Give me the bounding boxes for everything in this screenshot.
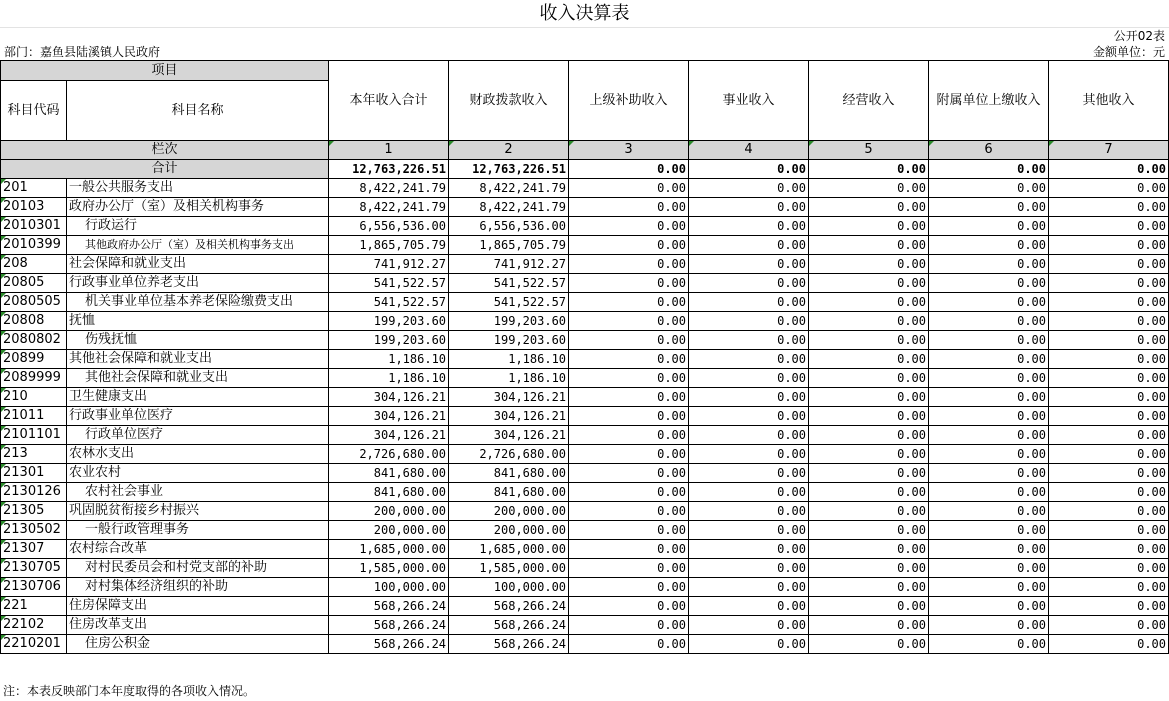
amount-cell: 0.00: [689, 293, 809, 312]
amount-cell: 0.00: [569, 331, 689, 350]
amount-cell: 304,126.21: [449, 426, 569, 445]
amount-cell: 0.00: [809, 597, 929, 616]
subject-name: 住房公积金: [67, 635, 329, 654]
amount-cell: 0.00: [929, 616, 1049, 635]
col-number: 6: [929, 141, 1049, 160]
header-col-other: 其他收入: [1049, 61, 1169, 141]
amount-cell: 0.00: [689, 407, 809, 426]
amount-cell: 0.00: [569, 597, 689, 616]
amount-cell: 0.00: [1049, 331, 1169, 350]
subject-name: 其他政府办公厅（室）及相关机构事务支出: [67, 236, 329, 255]
table-row: [1, 635, 1169, 654]
subject-name: 对村集体经济组织的补助: [67, 578, 329, 597]
amount-cell: 0.00: [689, 198, 809, 217]
amount-cell: 100,000.00: [449, 578, 569, 597]
amount-cell: 0.00: [1049, 426, 1169, 445]
subject-name: 住房改革支出: [67, 616, 329, 635]
total-value: 0.00: [689, 160, 809, 179]
subject-code: 2130705: [1, 559, 67, 578]
subject-name: 农村社会事业: [67, 483, 329, 502]
amount-cell: 0.00: [569, 521, 689, 540]
subject-code: 20899: [1, 350, 67, 369]
table-row: [1, 616, 1169, 635]
amount-cell: 568,266.24: [329, 597, 449, 616]
amount-cell: 541,522.57: [449, 274, 569, 293]
total-value: 0.00: [809, 160, 929, 179]
amount-cell: 0.00: [809, 635, 929, 654]
amount-cell: 0.00: [1049, 578, 1169, 597]
amount-cell: 1,685,000.00: [449, 540, 569, 559]
table-row: [1, 578, 1169, 597]
total-label: 合计: [1, 160, 329, 179]
amount-cell: 0.00: [569, 388, 689, 407]
amount-cell: 304,126.21: [329, 388, 449, 407]
col-number: 4: [689, 141, 809, 160]
total-row: [1, 160, 1169, 179]
subject-code: 20103: [1, 198, 67, 217]
amount-cell: 0.00: [809, 388, 929, 407]
amount-cell: 0.00: [1049, 369, 1169, 388]
amount-cell: 304,126.21: [449, 407, 569, 426]
amount-cell: 0.00: [929, 331, 1049, 350]
subject-name: 抚恤: [67, 312, 329, 331]
table-row: [1, 236, 1169, 255]
amount-cell: 841,680.00: [449, 464, 569, 483]
amount-cell: 541,522.57: [329, 274, 449, 293]
subject-code: 210: [1, 388, 67, 407]
subject-code: 213: [1, 445, 67, 464]
amount-cell: 0.00: [1049, 464, 1169, 483]
amount-cell: 0.00: [929, 483, 1049, 502]
amount-cell: 0.00: [569, 198, 689, 217]
amount-cell: 0.00: [929, 388, 1049, 407]
total-value: 12,763,226.51: [449, 160, 569, 179]
table-row: [1, 350, 1169, 369]
col-number: 3: [569, 141, 689, 160]
title-divider: [0, 27, 1169, 28]
amount-cell: 0.00: [689, 255, 809, 274]
amount-cell: 1,585,000.00: [449, 559, 569, 578]
amount-cell: 541,522.57: [329, 293, 449, 312]
amount-cell: 0.00: [689, 445, 809, 464]
amount-cell: 0.00: [569, 578, 689, 597]
row-index-label: 栏次: [1, 141, 329, 160]
amount-cell: 1,186.10: [449, 350, 569, 369]
subject-name: 其他社会保障和就业支出: [67, 350, 329, 369]
amount-cell: 0.00: [1049, 559, 1169, 578]
amount-cell: 568,266.24: [449, 635, 569, 654]
amount-cell: 8,422,241.79: [449, 198, 569, 217]
department-label: 部门：嘉鱼县陆溪镇人民政府: [4, 45, 161, 59]
amount-cell: 0.00: [689, 540, 809, 559]
amount-cell: 0.00: [929, 426, 1049, 445]
amount-cell: 0.00: [929, 635, 1049, 654]
amount-cell: 200,000.00: [329, 521, 449, 540]
subject-code: 2080802: [1, 331, 67, 350]
amount-cell: 0.00: [929, 464, 1049, 483]
amount-cell: 0.00: [809, 502, 929, 521]
subject-code: 2089999: [1, 369, 67, 388]
subject-code: 2080505: [1, 293, 67, 312]
amount-cell: 0.00: [809, 616, 929, 635]
amount-cell: 1,186.10: [449, 369, 569, 388]
amount-cell: 2,726,680.00: [329, 445, 449, 464]
subject-name: 政府办公厅（室）及相关机构事务: [67, 198, 329, 217]
amount-cell: 0.00: [689, 179, 809, 198]
header-col-operating: 经营收入: [809, 61, 929, 141]
amount-cell: 0.00: [1049, 597, 1169, 616]
subject-code: 2101101: [1, 426, 67, 445]
form-number: 公开02表: [1113, 29, 1165, 43]
subject-name: 一般公共服务支出: [67, 179, 329, 198]
amount-cell: 0.00: [929, 274, 1049, 293]
amount-cell: 0.00: [809, 312, 929, 331]
amount-cell: 0.00: [1049, 388, 1169, 407]
amount-cell: 0.00: [809, 236, 929, 255]
col-number: 2: [449, 141, 569, 160]
amount-cell: 0.00: [809, 464, 929, 483]
income-table: [0, 60, 1169, 654]
amount-cell: 841,680.00: [329, 464, 449, 483]
amount-cell: 0.00: [929, 369, 1049, 388]
table-row: [1, 464, 1169, 483]
amount-cell: 199,203.60: [329, 331, 449, 350]
amount-cell: 1,186.10: [329, 369, 449, 388]
table-row: [1, 331, 1169, 350]
amount-cell: 0.00: [689, 635, 809, 654]
subject-name: 卫生健康支出: [67, 388, 329, 407]
col-number: 5: [809, 141, 929, 160]
amount-cell: 1,186.10: [329, 350, 449, 369]
amount-cell: 0.00: [1049, 236, 1169, 255]
amount-cell: 541,522.57: [449, 293, 569, 312]
amount-cell: 2,726,680.00: [449, 445, 569, 464]
subject-name: 住房保障支出: [67, 597, 329, 616]
amount-cell: 0.00: [929, 198, 1049, 217]
col-number: 7: [1049, 141, 1169, 160]
amount-cell: 1,685,000.00: [329, 540, 449, 559]
subject-name: 巩固脱贫衔接乡村振兴: [67, 502, 329, 521]
table-row: [1, 198, 1169, 217]
subject-code: 201: [1, 179, 67, 198]
table-row: [1, 540, 1169, 559]
amount-cell: 0.00: [809, 483, 929, 502]
amount-cell: 741,912.27: [449, 255, 569, 274]
amount-cell: 1,865,705.79: [329, 236, 449, 255]
amount-cell: 841,680.00: [449, 483, 569, 502]
table-row: [1, 293, 1169, 312]
amount-cell: 0.00: [929, 445, 1049, 464]
footnote: 注：本表反映部门本年度取得的各项收入情况。: [3, 684, 256, 698]
amount-cell: 0.00: [569, 559, 689, 578]
amount-cell: 0.00: [689, 217, 809, 236]
table-row: [1, 312, 1169, 331]
table-row: [1, 179, 1169, 198]
amount-cell: 0.00: [809, 540, 929, 559]
amount-cell: 0.00: [569, 217, 689, 236]
amount-cell: 304,126.21: [329, 426, 449, 445]
header-code: 科目代码: [1, 81, 67, 141]
amount-cell: 0.00: [809, 217, 929, 236]
amount-cell: 0.00: [809, 407, 929, 426]
amount-cell: 0.00: [809, 255, 929, 274]
amount-cell: 0.00: [689, 388, 809, 407]
table-row: [1, 217, 1169, 236]
amount-cell: 0.00: [1049, 255, 1169, 274]
amount-cell: 0.00: [809, 578, 929, 597]
amount-cell: 568,266.24: [449, 616, 569, 635]
amount-cell: 0.00: [929, 597, 1049, 616]
amount-cell: 0.00: [1049, 635, 1169, 654]
amount-cell: 0.00: [569, 464, 689, 483]
total-value: 0.00: [1049, 160, 1169, 179]
total-value: 0.00: [929, 160, 1049, 179]
table-row: [1, 597, 1169, 616]
amount-cell: 0.00: [689, 350, 809, 369]
amount-cell: 0.00: [1049, 445, 1169, 464]
amount-cell: 0.00: [569, 616, 689, 635]
amount-cell: 0.00: [929, 236, 1049, 255]
amount-cell: 0.00: [809, 331, 929, 350]
amount-cell: 0.00: [689, 331, 809, 350]
amount-cell: 0.00: [689, 559, 809, 578]
total-value: 12,763,226.51: [329, 160, 449, 179]
subject-code: 221: [1, 597, 67, 616]
table-row: [1, 274, 1169, 293]
subject-code: 208: [1, 255, 67, 274]
amount-cell: 0.00: [1049, 540, 1169, 559]
amount-cell: 0.00: [809, 274, 929, 293]
subject-name: 社会保障和就业支出: [67, 255, 329, 274]
subject-name: 其他社会保障和就业支出: [67, 369, 329, 388]
amount-cell: 0.00: [1049, 293, 1169, 312]
amount-cell: 200,000.00: [329, 502, 449, 521]
amount-cell: 0.00: [689, 578, 809, 597]
amount-cell: 741,912.27: [329, 255, 449, 274]
col-number: 1: [329, 141, 449, 160]
total-value: 0.00: [569, 160, 689, 179]
subject-name: 行政事业单位医疗: [67, 407, 329, 426]
subject-code: 2010399: [1, 236, 67, 255]
amount-cell: 0.00: [929, 521, 1049, 540]
table-row: [1, 502, 1169, 521]
amount-cell: 568,266.24: [329, 635, 449, 654]
subject-name: 伤残抚恤: [67, 331, 329, 350]
amount-cell: 0.00: [689, 597, 809, 616]
amount-cell: 199,203.60: [329, 312, 449, 331]
subject-code: 2130502: [1, 521, 67, 540]
subject-name: 行政事业单位养老支出: [67, 274, 329, 293]
amount-cell: 1,865,705.79: [449, 236, 569, 255]
subject-code: 2010301: [1, 217, 67, 236]
amount-cell: 0.00: [929, 578, 1049, 597]
amount-cell: 0.00: [929, 540, 1049, 559]
amount-cell: 0.00: [809, 198, 929, 217]
currency-unit-label: 金额单位：元: [1092, 45, 1165, 59]
amount-cell: 841,680.00: [329, 483, 449, 502]
subject-name: 农业农村: [67, 464, 329, 483]
amount-cell: 0.00: [689, 521, 809, 540]
amount-cell: 0.00: [809, 559, 929, 578]
amount-cell: 0.00: [1049, 198, 1169, 217]
amount-cell: 0.00: [929, 502, 1049, 521]
subject-code: 2130126: [1, 483, 67, 502]
table-row: [1, 369, 1169, 388]
subject-code: 21307: [1, 540, 67, 559]
subject-code: 21305: [1, 502, 67, 521]
header-item: 项目: [1, 61, 329, 81]
amount-cell: 0.00: [1049, 179, 1169, 198]
amount-cell: 200,000.00: [449, 521, 569, 540]
amount-cell: 0.00: [689, 502, 809, 521]
amount-cell: 0.00: [569, 350, 689, 369]
amount-cell: 0.00: [689, 312, 809, 331]
amount-cell: 0.00: [1049, 616, 1169, 635]
subject-name: 行政运行: [67, 217, 329, 236]
amount-cell: 0.00: [1049, 483, 1169, 502]
amount-cell: 0.00: [569, 502, 689, 521]
subject-code: 20808: [1, 312, 67, 331]
amount-cell: 568,266.24: [329, 616, 449, 635]
amount-cell: 199,203.60: [449, 312, 569, 331]
amount-cell: 8,422,241.79: [329, 198, 449, 217]
amount-cell: 0.00: [1049, 502, 1169, 521]
amount-cell: 304,126.21: [329, 407, 449, 426]
amount-cell: 0.00: [569, 540, 689, 559]
subject-code: 21301: [1, 464, 67, 483]
header-col-fiscal: 财政拨款收入: [449, 61, 569, 141]
amount-cell: 6,556,536.00: [449, 217, 569, 236]
amount-cell: 0.00: [929, 559, 1049, 578]
header-col-affiliated: 附属单位上缴收入: [929, 61, 1049, 141]
subject-name: 对村民委员会和村党支部的补助: [67, 559, 329, 578]
subject-code: 21011: [1, 407, 67, 426]
amount-cell: 0.00: [569, 179, 689, 198]
subject-name: 农林水支出: [67, 445, 329, 464]
amount-cell: 0.00: [929, 293, 1049, 312]
amount-cell: 0.00: [569, 407, 689, 426]
amount-cell: 200,000.00: [449, 502, 569, 521]
table-row: [1, 407, 1169, 426]
subject-code: 2130706: [1, 578, 67, 597]
subject-name: 农村综合改革: [67, 540, 329, 559]
amount-cell: 0.00: [1049, 407, 1169, 426]
amount-cell: 8,422,241.79: [329, 179, 449, 198]
amount-cell: 0.00: [809, 445, 929, 464]
subject-code: 2210201: [1, 635, 67, 654]
amount-cell: 0.00: [809, 369, 929, 388]
amount-cell: 0.00: [929, 350, 1049, 369]
amount-cell: 100,000.00: [329, 578, 449, 597]
amount-cell: 0.00: [929, 312, 1049, 331]
amount-cell: 0.00: [569, 445, 689, 464]
amount-cell: 0.00: [929, 217, 1049, 236]
amount-cell: 0.00: [809, 350, 929, 369]
header-col-superior: 上级补助收入: [569, 61, 689, 141]
amount-cell: 568,266.24: [449, 597, 569, 616]
table-row: [1, 483, 1169, 502]
header-col-business: 事业收入: [689, 61, 809, 141]
amount-cell: 0.00: [689, 616, 809, 635]
amount-cell: 0.00: [689, 464, 809, 483]
amount-cell: 0.00: [569, 483, 689, 502]
amount-cell: 0.00: [809, 293, 929, 312]
report-title: 收入决算表: [539, 3, 630, 24]
amount-cell: 0.00: [569, 274, 689, 293]
header-col-total: 本年收入合计: [329, 61, 449, 141]
amount-cell: 0.00: [1049, 350, 1169, 369]
table-row: [1, 559, 1169, 578]
amount-cell: 304,126.21: [449, 388, 569, 407]
amount-cell: 0.00: [569, 293, 689, 312]
amount-cell: 0.00: [1049, 521, 1169, 540]
table-row: [1, 521, 1169, 540]
subject-name: 行政单位医疗: [67, 426, 329, 445]
amount-cell: 8,422,241.79: [449, 179, 569, 198]
amount-cell: 0.00: [569, 635, 689, 654]
amount-cell: 0.00: [689, 483, 809, 502]
amount-cell: 0.00: [809, 426, 929, 445]
table-row: [1, 255, 1169, 274]
subject-code: 20805: [1, 274, 67, 293]
amount-cell: 0.00: [1049, 274, 1169, 293]
table-row: [1, 445, 1169, 464]
amount-cell: 0.00: [689, 369, 809, 388]
amount-cell: 1,585,000.00: [329, 559, 449, 578]
amount-cell: 0.00: [569, 236, 689, 255]
amount-cell: 0.00: [569, 369, 689, 388]
amount-cell: 0.00: [1049, 312, 1169, 331]
amount-cell: 0.00: [689, 236, 809, 255]
amount-cell: 0.00: [929, 179, 1049, 198]
amount-cell: 0.00: [569, 255, 689, 274]
amount-cell: 0.00: [569, 426, 689, 445]
amount-cell: 0.00: [929, 407, 1049, 426]
header-name: 科目名称: [67, 81, 329, 141]
table-row: [1, 388, 1169, 407]
amount-cell: 0.00: [1049, 217, 1169, 236]
amount-cell: 0.00: [689, 274, 809, 293]
amount-cell: 0.00: [689, 426, 809, 445]
amount-cell: 0.00: [809, 179, 929, 198]
amount-cell: 6,556,536.00: [329, 217, 449, 236]
amount-cell: 0.00: [809, 521, 929, 540]
table-row: [1, 426, 1169, 445]
subject-code: 22102: [1, 616, 67, 635]
amount-cell: 0.00: [929, 255, 1049, 274]
amount-cell: 0.00: [569, 312, 689, 331]
subject-name: 一般行政管理事务: [67, 521, 329, 540]
amount-cell: 199,203.60: [449, 331, 569, 350]
subject-name: 机关事业单位基本养老保险缴费支出: [67, 293, 329, 312]
